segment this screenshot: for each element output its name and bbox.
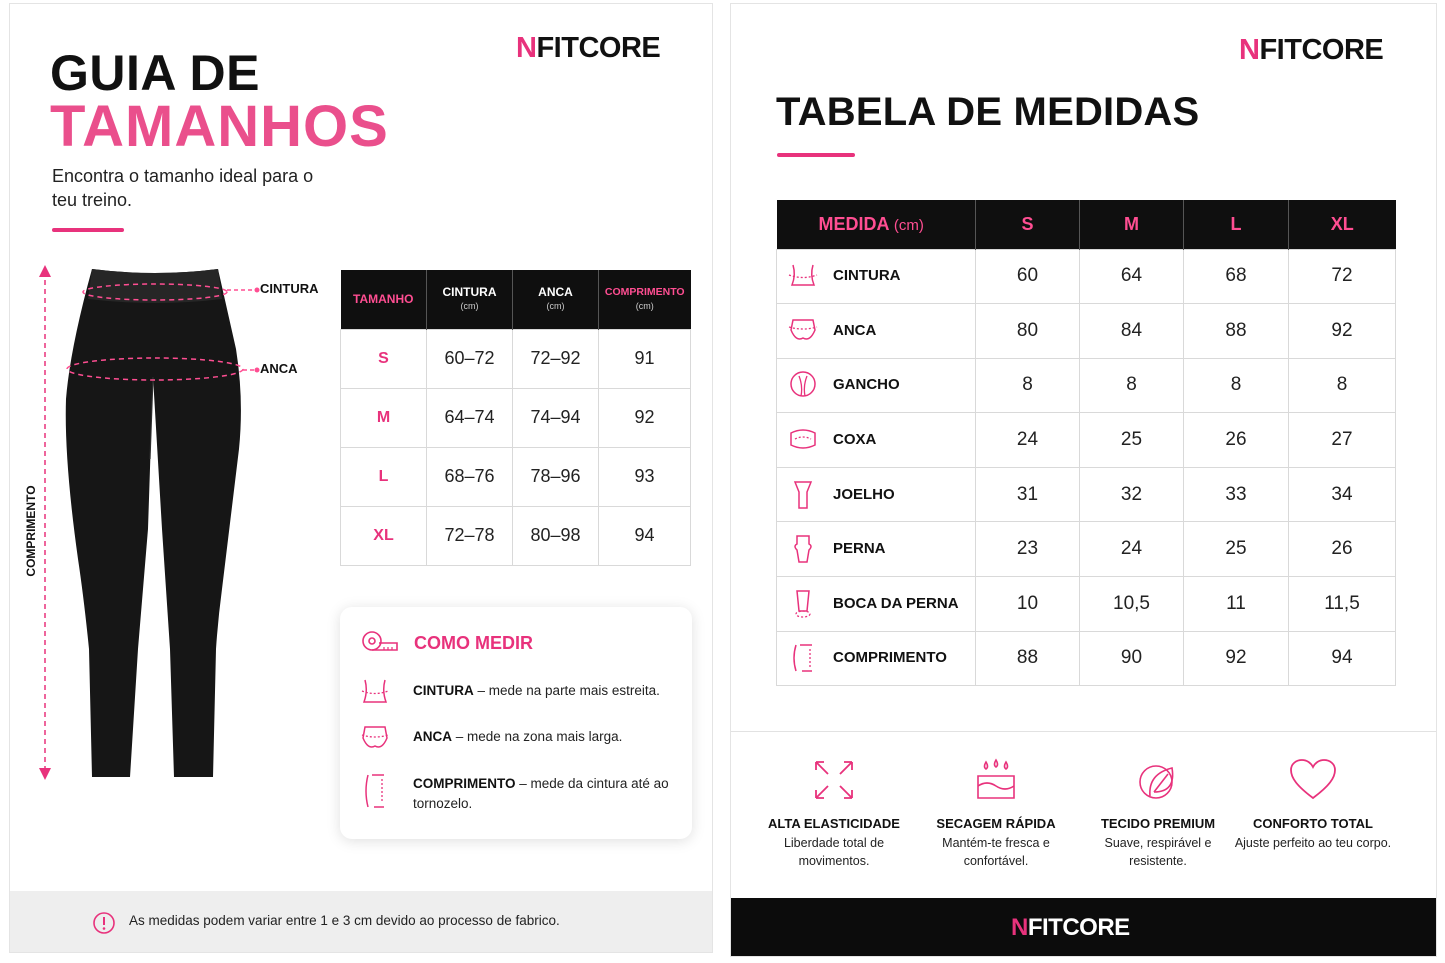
feature-premium-fabric <box>1076 758 1240 870</box>
header-size-m: M <box>1080 200 1184 249</box>
page-title: TABELA DE MEDIDAS <box>776 90 1200 134</box>
feature-quick-dry <box>914 758 1078 870</box>
hip-icon <box>360 724 390 752</box>
leaf-icon <box>1136 758 1180 802</box>
hip-cell: 80–98 <box>513 506 599 565</box>
feature-desc: Ajuste perfeito ao teu corpo. <box>1234 836 1392 850</box>
waist-cell: 64–74 <box>427 388 513 447</box>
knee-icon <box>787 480 819 510</box>
header-length: COMPRIMENTO (cm) <box>599 270 691 329</box>
length-cell: 92 <box>599 388 691 447</box>
table-row <box>777 577 1396 632</box>
how-to-measure-card <box>340 607 692 839</box>
size-table-header <box>341 270 691 329</box>
waist-cell: 72–78 <box>427 506 513 565</box>
measure-name: GANCHO <box>833 376 900 394</box>
header-size: TAMANHO <box>341 270 427 329</box>
leg-icon <box>787 534 819 564</box>
value-cell: 80 <box>976 304 1080 359</box>
measure-name: BOCA DA PERNA <box>833 594 959 612</box>
title-accent-bar <box>777 153 855 157</box>
page-title-line2: TAMANHOS <box>50 94 389 159</box>
size-table <box>340 270 691 566</box>
quick-dry-icon <box>974 758 1018 802</box>
how-to-item-waist: CINTURA – mede na parte mais estreita. <box>413 683 660 698</box>
feature-desc: Liberdade total de movimentos. <box>783 836 885 868</box>
header-size-l: L <box>1184 200 1289 249</box>
table-row <box>777 358 1396 413</box>
measure-name: JOELHO <box>833 485 895 503</box>
measure-name: COMPRIMENTO <box>833 649 947 667</box>
table-row <box>777 522 1396 577</box>
feature-title: SECAGEM RÁPIDA <box>936 816 1056 831</box>
waist-cell: 68–76 <box>427 447 513 506</box>
value-cell: 8 <box>1289 358 1396 413</box>
footnote-bar <box>10 891 713 953</box>
value-cell: 92 <box>1289 304 1396 359</box>
length-cell: 93 <box>599 447 691 506</box>
value-cell: 32 <box>1080 467 1184 522</box>
size-cell: XL <box>341 506 427 565</box>
value-cell: 11,5 <box>1289 577 1396 632</box>
value-cell: 25 <box>1184 522 1289 577</box>
length-icon <box>360 773 390 809</box>
size-cell: M <box>341 388 427 447</box>
value-cell: 24 <box>976 413 1080 468</box>
leggings-diagram <box>10 259 340 789</box>
value-cell: 8 <box>976 358 1080 413</box>
feature-desc: Suave, respirável e resistente. <box>1104 836 1212 868</box>
page-title-line1: GUIA DE <box>50 45 260 101</box>
measure-name-cell <box>777 467 976 522</box>
length-cell: 91 <box>599 329 691 388</box>
features-divider <box>731 731 1437 732</box>
measurements-table <box>776 200 1396 686</box>
value-cell: 8 <box>1184 358 1289 413</box>
value-cell: 84 <box>1080 304 1184 359</box>
value-cell: 33 <box>1184 467 1289 522</box>
value-cell: 34 <box>1289 467 1396 522</box>
brand-logo: NFITCORE <box>1239 34 1384 66</box>
measure-name: COXA <box>833 431 877 449</box>
table-row <box>341 388 691 447</box>
feature-comfort <box>1231 758 1395 852</box>
value-cell: 27 <box>1289 413 1396 468</box>
size-cell: L <box>341 447 427 506</box>
measure-name-cell <box>777 304 976 359</box>
value-cell: 8 <box>1080 358 1184 413</box>
measurements-page <box>730 3 1437 957</box>
page-subtitle: Encontra o tamanho ideal para o teu treino. <box>52 166 314 210</box>
value-cell: 11 <box>1184 577 1289 632</box>
value-cell: 26 <box>1184 413 1289 468</box>
table-row <box>341 506 691 565</box>
title-accent-bar <box>52 228 124 232</box>
value-cell: 88 <box>1184 304 1289 359</box>
how-to-item-hip: ANCA – mede na zona mais larga. <box>413 729 623 744</box>
length-icon <box>787 643 819 673</box>
header-hip: ANCA (cm) <box>513 270 599 329</box>
how-to-measure-title: COMO MEDIR <box>414 633 533 653</box>
value-cell: 26 <box>1289 522 1396 577</box>
table-row <box>341 447 691 506</box>
value-cell: 25 <box>1080 413 1184 468</box>
footnote-text: As medidas podem variar entre 1 e 3 cm devido ao processo de fabrico. <box>129 913 560 928</box>
value-cell: 88 <box>976 631 1080 686</box>
measuring-tape-icon <box>360 629 400 657</box>
how-to-item-length: COMPRIMENTO – mede da cintura até ao tornozelo. <box>413 776 669 811</box>
stretch-arrows-icon <box>812 758 856 802</box>
heart-icon <box>1289 758 1337 802</box>
measurements-table-header <box>777 200 1396 249</box>
feature-elasticity <box>752 758 916 870</box>
measure-name-cell <box>777 631 976 686</box>
measure-name-cell <box>777 249 976 304</box>
table-row <box>777 304 1396 359</box>
brand-logo: NFITCORE <box>516 32 661 64</box>
footer-logo: NFITCORE <box>1011 914 1130 941</box>
hip-cell: 72–92 <box>513 329 599 388</box>
hip-cell: 74–94 <box>513 388 599 447</box>
measure-name: CINTURA <box>833 267 901 285</box>
hip-cell: 78–96 <box>513 447 599 506</box>
table-row <box>777 467 1396 522</box>
value-cell: 31 <box>976 467 1080 522</box>
measure-name-cell <box>777 577 976 632</box>
length-label: COMPRIMENTO <box>24 485 38 577</box>
value-cell: 68 <box>1184 249 1289 304</box>
table-row <box>777 413 1396 468</box>
feature-desc: Mantém-te fresca e confortável. <box>942 836 1050 868</box>
size-cell: S <box>341 329 427 388</box>
warning-icon <box>92 911 116 935</box>
header-size-xl: XL <box>1289 200 1396 249</box>
measure-name: PERNA <box>833 540 886 558</box>
measure-name: ANCA <box>833 321 877 339</box>
value-cell: 10,5 <box>1080 577 1184 632</box>
footer-bar <box>731 898 1437 957</box>
waist-cell: 60–72 <box>427 329 513 388</box>
table-row <box>341 329 691 388</box>
feature-title: ALTA ELASTICIDADE <box>768 816 900 831</box>
header-size-s: S <box>976 200 1080 249</box>
hip-label: ANCA <box>260 361 298 376</box>
header-waist: CINTURA (cm) <box>427 270 513 329</box>
value-cell: 60 <box>976 249 1080 304</box>
table-row <box>777 249 1396 304</box>
header-measure: MEDIDA (cm) <box>777 200 976 249</box>
feature-title: CONFORTO TOTAL <box>1253 816 1373 831</box>
value-cell: 64 <box>1080 249 1184 304</box>
value-cell: 23 <box>976 522 1080 577</box>
length-cell: 94 <box>599 506 691 565</box>
table-row <box>777 631 1396 686</box>
value-cell: 90 <box>1080 631 1184 686</box>
value-cell: 10 <box>976 577 1080 632</box>
value-cell: 72 <box>1289 249 1396 304</box>
rise-icon <box>787 370 819 400</box>
waist-label: CINTURA <box>260 281 319 296</box>
thigh-icon <box>787 425 819 455</box>
waist-icon <box>360 677 390 705</box>
value-cell: 24 <box>1080 522 1184 577</box>
measure-name-cell <box>777 358 976 413</box>
measure-name-cell <box>777 413 976 468</box>
size-guide-page <box>9 3 713 953</box>
leg-opening-icon <box>787 589 819 619</box>
measure-name-cell <box>777 522 976 577</box>
feature-title: TECIDO PREMIUM <box>1100 816 1216 831</box>
waist-icon <box>787 261 819 291</box>
value-cell: 94 <box>1289 631 1396 686</box>
value-cell: 92 <box>1184 631 1289 686</box>
hip-icon <box>787 316 819 346</box>
